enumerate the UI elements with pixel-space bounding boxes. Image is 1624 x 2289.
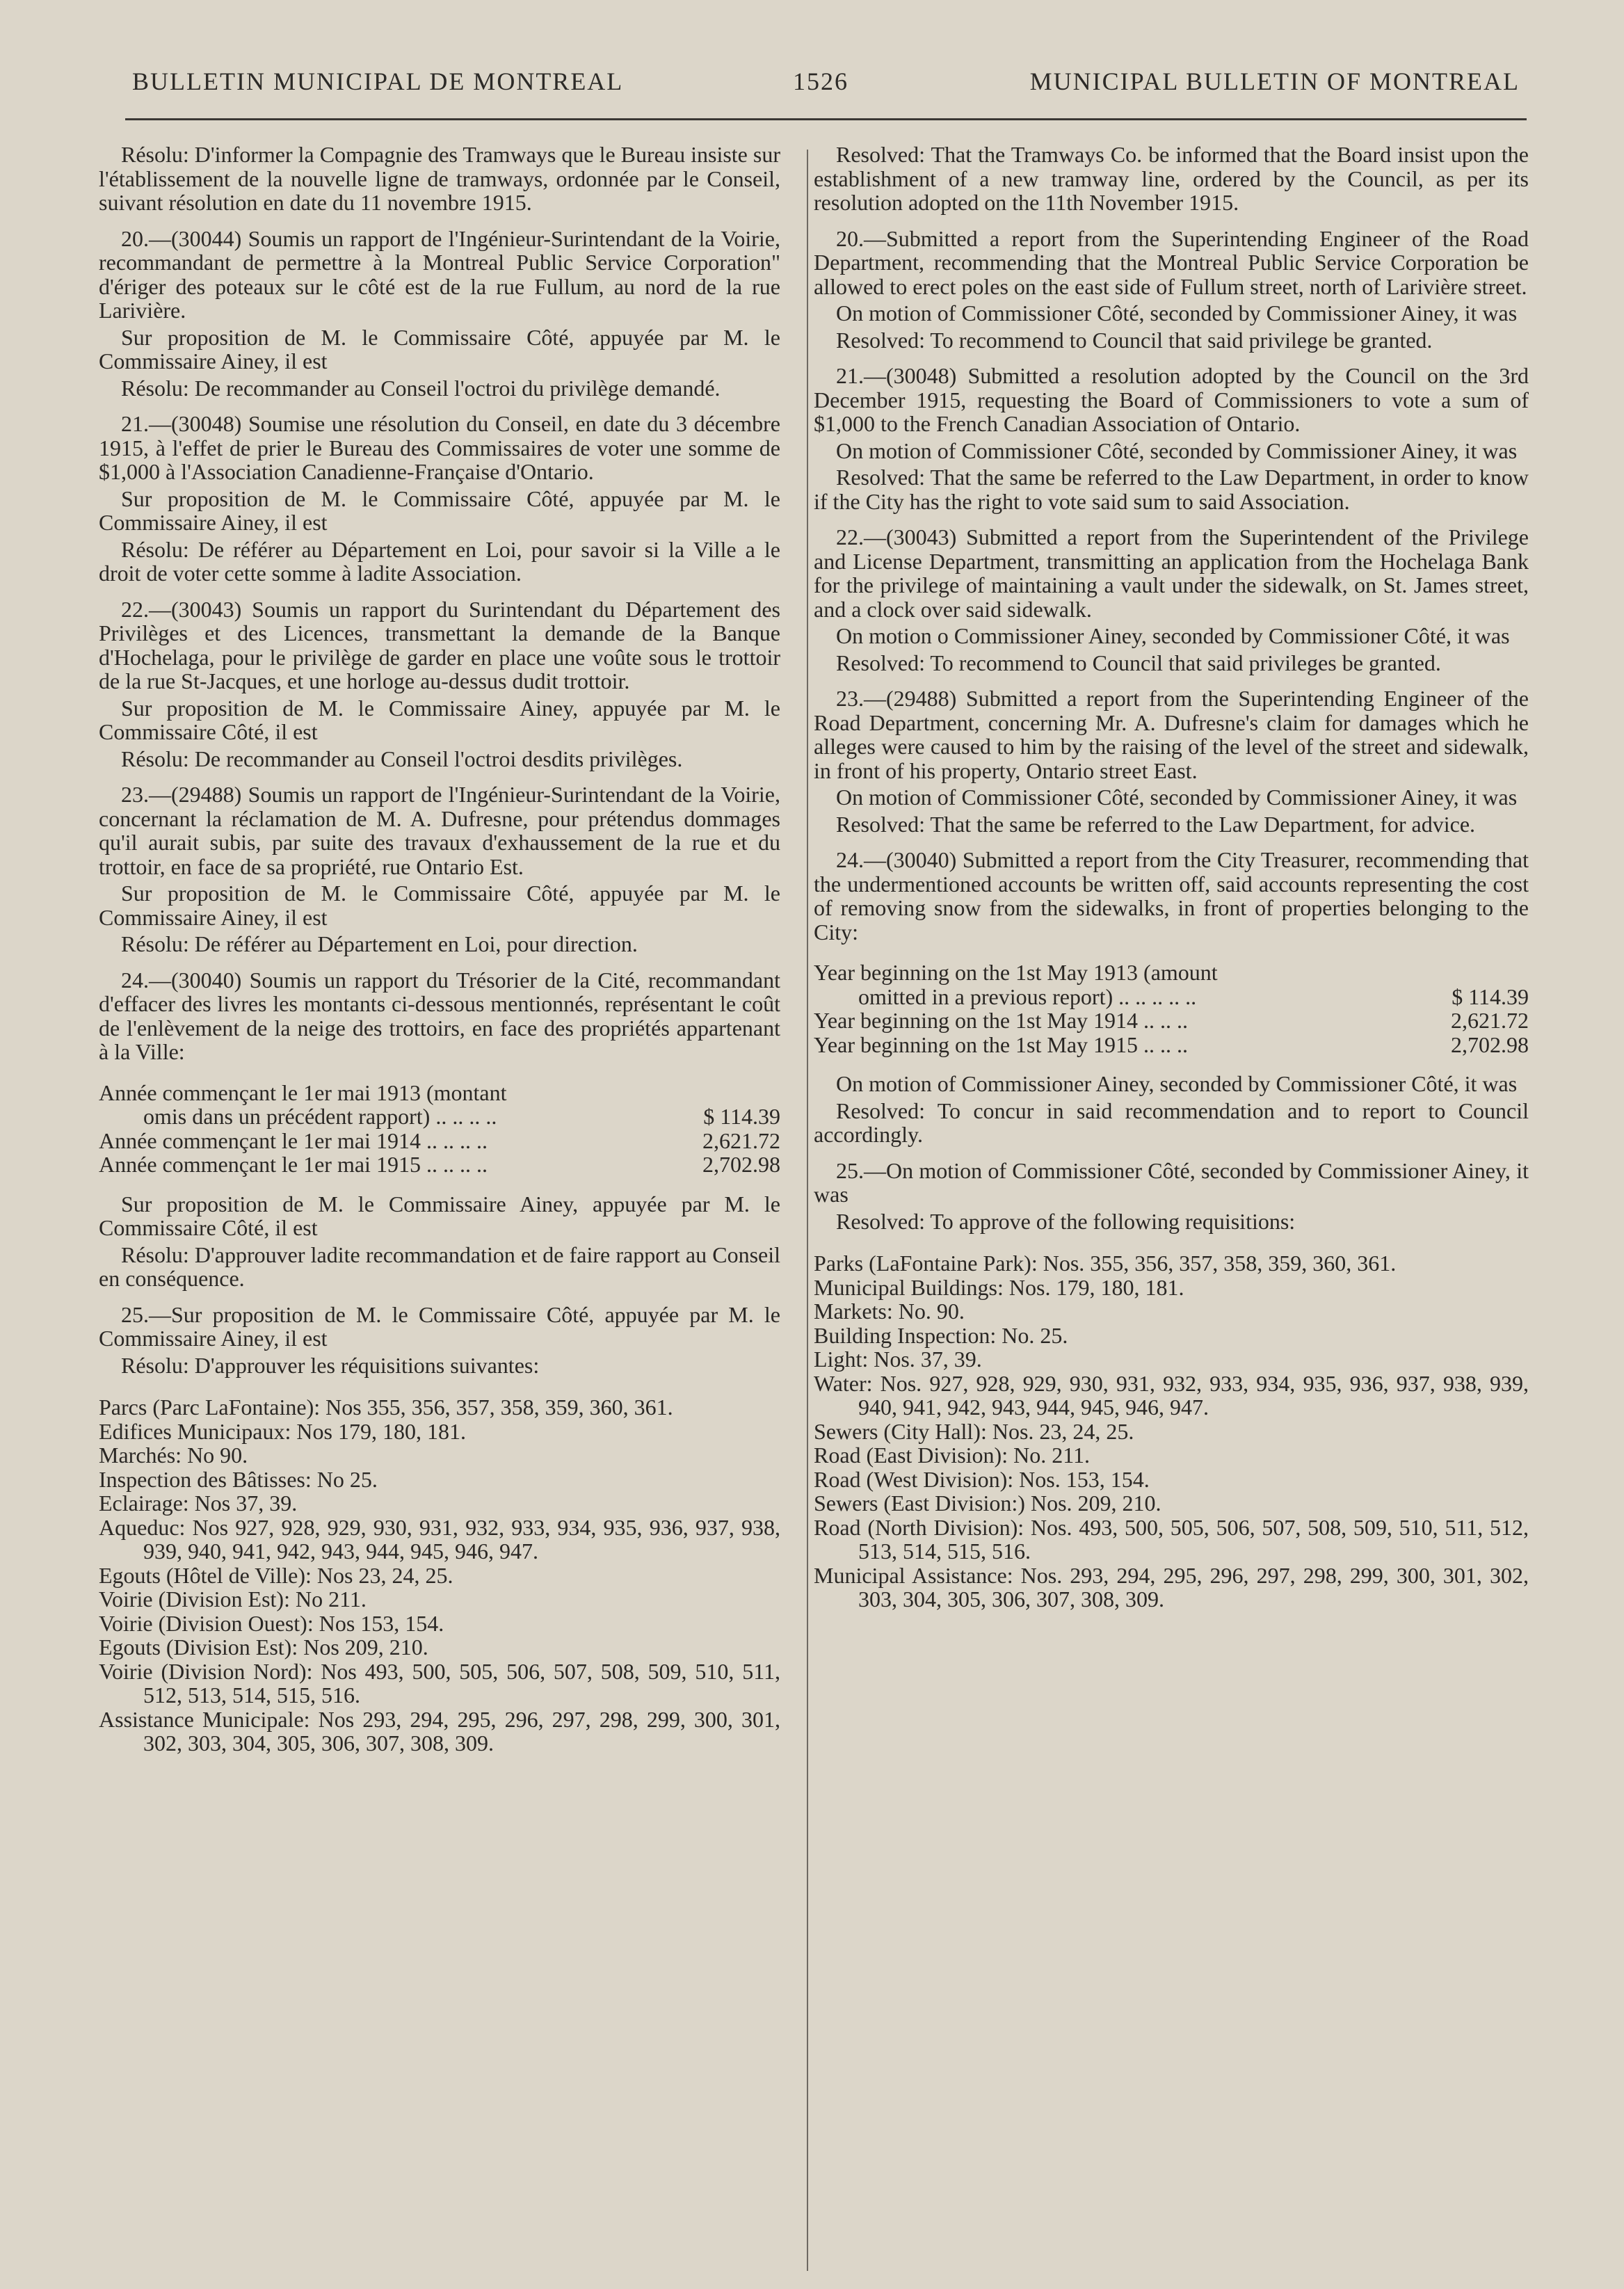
item-24: [99, 968, 780, 1291]
item-20-motion: Sur proposition de M. le Commissaire Côté, appuyée par M. le Commissaire Ainey, il est: [99, 324, 780, 374]
requisition-item: Voirie (Division Est): No 211.: [99, 1587, 367, 1612]
accounts-row-label: Année commençant le 1er mai 1913 (montant: [99, 1079, 507, 1105]
item-24-resolved: Résolu: D'approuver ladite recommandation et de faire rapport au Conseil en conséquence.: [99, 1242, 780, 1291]
accounts-row: [814, 1033, 1529, 1057]
item-22-resolved: Resolved: To recommend to Council that said privileges be granted.: [836, 650, 1441, 675]
item-25: [814, 1159, 1529, 1234]
requisition-item: Municipal Assistance: Nos. 293, 294, 295, 296, 297, 298, 299, 300, 301, 302, 303, 304, 305, 306, 307, 308, 309.: [814, 1562, 1529, 1612]
accounts-row: [814, 985, 1529, 1009]
item-20-motion: On motion of Commissioner Côté, seconded by Commissioner Ainey, it was: [836, 300, 1518, 326]
item-22-motion: Sur proposition de M. le Commissaire Ainey, appuyée par M. le Commissaire Côté, il est: [99, 695, 780, 744]
requisition-item: Sewers (East Division:) Nos. 209, 210.: [814, 1491, 1161, 1516]
item-23-text: 23.—(29488) Soumis un rapport de l'Ingénieur-Surintendant de la Voirie, concernant la réclamation de M. A. Dufresne, pour prétendus dommages qu'il aurait subis, par suite des travaux d'exhaussement de la rue et du trottoir, en face de sa propriété, rue Ontario Est.: [99, 782, 780, 879]
item-21-motion: Sur proposition de M. le Commissaire Côté, appuyée par M. le Commissaire Ainey, il est: [99, 485, 780, 535]
requisition-item: Egouts (Division Est): Nos 209, 210.: [99, 1635, 428, 1660]
accounts-row: [99, 1081, 780, 1105]
item-24-text: 24.—(30040) Soumis un rapport du Trésorier de la Cité, recommandant d'effacer des livres les montants ci-dessous mentionnés, représentant le coût de l'enlèvement de la neige des trottoirs, en face des propriétés appartenant à la Ville:: [99, 967, 780, 1064]
item-25-resolved: Resolved: To approve of the following requisitions:: [836, 1208, 1296, 1234]
item-20: [814, 227, 1529, 353]
item-25: [99, 1303, 780, 1378]
requisition-item: Parcs (Parc LaFontaine): Nos 355, 356, 357, 358, 359, 360, 361.: [99, 1395, 673, 1420]
header-title-english: MUNICIPAL BULLETIN OF MONTREAL: [1029, 67, 1520, 95]
item-23-resolved: Resolved: That the same be referred to the Law Department, for advice.: [836, 811, 1476, 837]
item-21-motion: On motion of Commissioner Côté, seconded by Commissioner Ainey, it was: [836, 437, 1518, 463]
item-24-motion: Sur proposition de M. le Commissaire Ainey, appuyée par M. le Commissaire Côté, il est: [99, 1191, 780, 1240]
item-21-text: 21.—(30048) Soumise une résolution du Conseil, en date du 3 décembre 1915, à l'effet de prier le Bureau des Commissaires de voter une somme de $1,000 à l'Association Canadienne-Française d'Ontario.: [99, 411, 780, 484]
requisitions-list: [814, 1251, 1529, 1612]
item-21-resolved: Resolved: That the same be referred to the Law Department, in order to know if the City has the right to vote said sum to said Association.: [814, 465, 1529, 514]
header-title-french: BULLETIN MUNICIPAL DE MONTREAL: [132, 67, 624, 95]
item-24-text: 24.—(30040) Submitted a report from the City Treasurer, recommending that the undermentioned accounts be written off, said accounts representing the cost of removing snow from the sidewalks, in front of properties belonging to the City:: [814, 847, 1529, 945]
page-number: 1526: [793, 67, 849, 95]
requisition-item: Parks (LaFontaine Park): Nos. 355, 356, 357, 358, 359, 360, 361.: [814, 1251, 1397, 1276]
item-25-text: 25.—Sur proposition de M. le Commissaire Côté, appuyée par M. le Commissaire Ainey, il est: [99, 1301, 780, 1351]
item-22-resolved: Résolu: De recommander au Conseil l'octroi desdits privilèges.: [121, 746, 683, 771]
intro-text: Résolu: D'informer la Compagnie des Tramways que le Bureau insiste sur l'établissement de la nouvelle ligne de tramways, ordonnée par le Conseil, suivant résolution en date du 11 novembre 1915.: [99, 142, 780, 215]
item-24: [814, 848, 1529, 1147]
requisition-item: Light: Nos. 37, 39.: [814, 1347, 982, 1372]
item-21: [99, 412, 780, 586]
requisition-item: Markets: No. 90.: [814, 1299, 965, 1324]
accounts-row-label: Année commençant le 1er mai 1915 .. .. .. ..: [99, 1152, 488, 1177]
requisition-item: Edifices Municipaux: Nos 179, 180, 181.: [99, 1418, 466, 1444]
accounts-row-label: Year beginning on the 1st May 1914 .. .. ..: [814, 1008, 1189, 1033]
intro-resolution: [814, 143, 1529, 215]
item-21-text: 21.—(30048) Submitted a resolution adopted by the Council on the 3rd December 1915, requesting the Board of Commissioners to vote a sum of $1,000 to the French Canadian Association of Ontario.: [814, 363, 1529, 436]
item-20-resolved: Résolu: De recommander au Conseil l'octroi du privilège demandé.: [121, 375, 721, 401]
item-20: [99, 227, 780, 401]
french-column: [99, 143, 780, 1756]
item-20-text: 20.—(30044) Soumis un rapport de l'Ingénieur-Surintendant de la Voirie, recommandant de permettre à la Montreal Public Service Corporation" d'ériger des poteaux sur le côté est de la rue Fullum, au nord de la rue Larivière.: [99, 225, 780, 323]
intro-resolution: [99, 143, 780, 215]
item-23-resolved: Résolu: De référer au Département en Loi, pour direction.: [121, 931, 638, 956]
item-22-motion: On motion o Commissioner Ainey, seconded by Commissioner Côté, it was: [836, 623, 1510, 648]
requisition-item: Water: Nos. 927, 928, 929, 930, 931, 932, 933, 934, 935, 936, 937, 938, 939, 940, 941, 942, 943, 944, 945, 946, 947.: [814, 1370, 1529, 1420]
requisition-item: Inspection des Bâtisses: No 25.: [99, 1466, 378, 1492]
item-23: [814, 686, 1529, 836]
accounts-row: [814, 961, 1529, 985]
accounts-row: [814, 1009, 1529, 1033]
accounts-row-amount: 2,621.72: [1451, 1008, 1529, 1033]
requisition-item: Egouts (Hôtel de Ville): Nos 23, 24, 25.: [99, 1562, 453, 1588]
item-24-motion: On motion of Commissioner Ainey, seconded by Commissioner Côté, it was: [836, 1071, 1518, 1096]
accounts-row-amount: 2,702.98: [702, 1152, 780, 1177]
requisition-item: Marchés: No 90.: [99, 1443, 248, 1468]
item-23-motion: Sur proposition de M. le Commissaire Côté, appuyée par M. le Commissaire Ainey, il est: [99, 881, 780, 930]
accounts-row-label: Année commençant le 1er mai 1914 .. .. .. ..: [99, 1127, 488, 1153]
accounts-table: [814, 961, 1529, 1057]
requisition-item: Road (North Division): Nos. 493, 500, 505, 506, 507, 508, 509, 510, 511, 512, 513, 514, 515, 516.: [814, 1514, 1529, 1564]
intro-text: Resolved: That the Tramways Co. be informed that the Board insist upon the establishment of a new tramway line, ordered by the Council, as per its resolution adopted on the 11th November 1915.: [814, 142, 1529, 215]
accounts-row-label: Year beginning on the 1st May 1915 .. .. ..: [814, 1031, 1189, 1057]
item-23: [99, 782, 780, 956]
item-23-text: 23.—(29488) Submitted a report from the Superintending Engineer of the Road Department, concerning Mr. A. Dufresne's claim for damages which he alleges were caused to him by the raising of the level of the street and sidewalk, in front of his property, Ontario street East.: [814, 686, 1529, 783]
requisition-item: Voirie (Division Ouest): Nos 153, 154.: [99, 1610, 444, 1636]
column-divider: [807, 150, 808, 2271]
accounts-row-amount: $ 114.39: [703, 1104, 780, 1129]
accounts-row-amount: 2,702.98: [1451, 1031, 1529, 1057]
item-20-resolved: Resolved: To recommend to Council that said privilege be granted.: [836, 327, 1433, 353]
item-22-text: 22.—(30043) Submitted a report from the Superintendent of the Privilege and License Department, transmitting an application from the Hochelaga Bank for the privilege of maintaining a vault under the sidewalk, on St. James street, and a clock over said sidewalk.: [814, 524, 1529, 622]
item-20-text: 20.—Submitted a report from the Superintending Engineer of the Road Department, recommending that the Montreal Public Service Corporation be allowed to erect poles on the east side of Fullum street, north of Larivière street.: [814, 225, 1529, 299]
requisition-item: Eclairage: Nos 37, 39.: [99, 1491, 298, 1516]
accounts-row: [99, 1105, 780, 1129]
accounts-row-label: omis dans un précédent rapport) .. .. .. ..: [143, 1104, 497, 1129]
requisition-item: Sewers (City Hall): Nos. 23, 24, 25.: [814, 1418, 1134, 1444]
requisition-item: Road (East Division): No. 211.: [814, 1443, 1090, 1468]
requisition-item: Municipal Buildings: Nos. 179, 180, 181.: [814, 1274, 1184, 1300]
requisitions-list: [99, 1395, 780, 1756]
item-22: [814, 525, 1529, 675]
requisition-item: Assistance Municipale: Nos 293, 294, 295, 296, 297, 298, 299, 300, 301, 302, 303, 304, 305, 306, 307, 308, 309.: [99, 1706, 780, 1756]
requisition-item: Road (West Division): Nos. 153, 154.: [814, 1466, 1150, 1492]
item-23-motion: On motion of Commissioner Côté, seconded by Commissioner Ainey, it was: [836, 785, 1518, 810]
item-25-text: 25.—On motion of Commissioner Côté, seconded by Commissioner Ainey, it was: [814, 1157, 1529, 1207]
accounts-row-label: omitted in a previous report) .. .. .. .. ..: [858, 983, 1197, 1009]
accounts-row-amount: $ 114.39: [1452, 983, 1529, 1009]
accounts-row: [99, 1152, 780, 1177]
header-rule: [125, 118, 1527, 120]
item-21: [814, 364, 1529, 513]
english-column: [814, 143, 1529, 1612]
requisition-item: Aqueduc: Nos 927, 928, 929, 930, 931, 932, 933, 934, 935, 936, 937, 938, 939, 940, 941, 942, 943, 944, 945, 946, 947.: [99, 1514, 780, 1564]
accounts-table: [99, 1081, 780, 1177]
item-22: [99, 597, 780, 771]
item-21-resolved: Résolu: De référer au Département en Loi, pour savoir si la Ville a le droit de voter cette somme à ladite Association.: [99, 536, 780, 586]
item-25-resolved: Résolu: D'approuver les réquisitions suivantes:: [121, 1352, 540, 1378]
accounts-row-label: Year beginning on the 1st May 1913 (amount: [814, 960, 1218, 985]
requisition-item: Voirie (Division Nord): Nos 493, 500, 505, 506, 507, 508, 509, 510, 511, 512, 513, 514, 515, 516.: [99, 1658, 780, 1708]
item-22-text: 22.—(30043) Soumis un rapport du Surintendant du Département des Privilèges et des Licences, transmettant la demande de la Banque d'Hochelaga, pour le privilège de garder en place une voûte sous le trottoir de la rue St-Jacques, et une horloge au-dessus dudit trottoir.: [99, 596, 780, 693]
accounts-row-amount: 2,621.72: [702, 1127, 780, 1153]
accounts-row: [99, 1129, 780, 1153]
requisition-item: Building Inspection: No. 25.: [814, 1322, 1068, 1348]
item-24-resolved: Resolved: To concur in said recommendation and to report to Council accordingly.: [814, 1098, 1529, 1147]
page-header: [132, 67, 1520, 102]
